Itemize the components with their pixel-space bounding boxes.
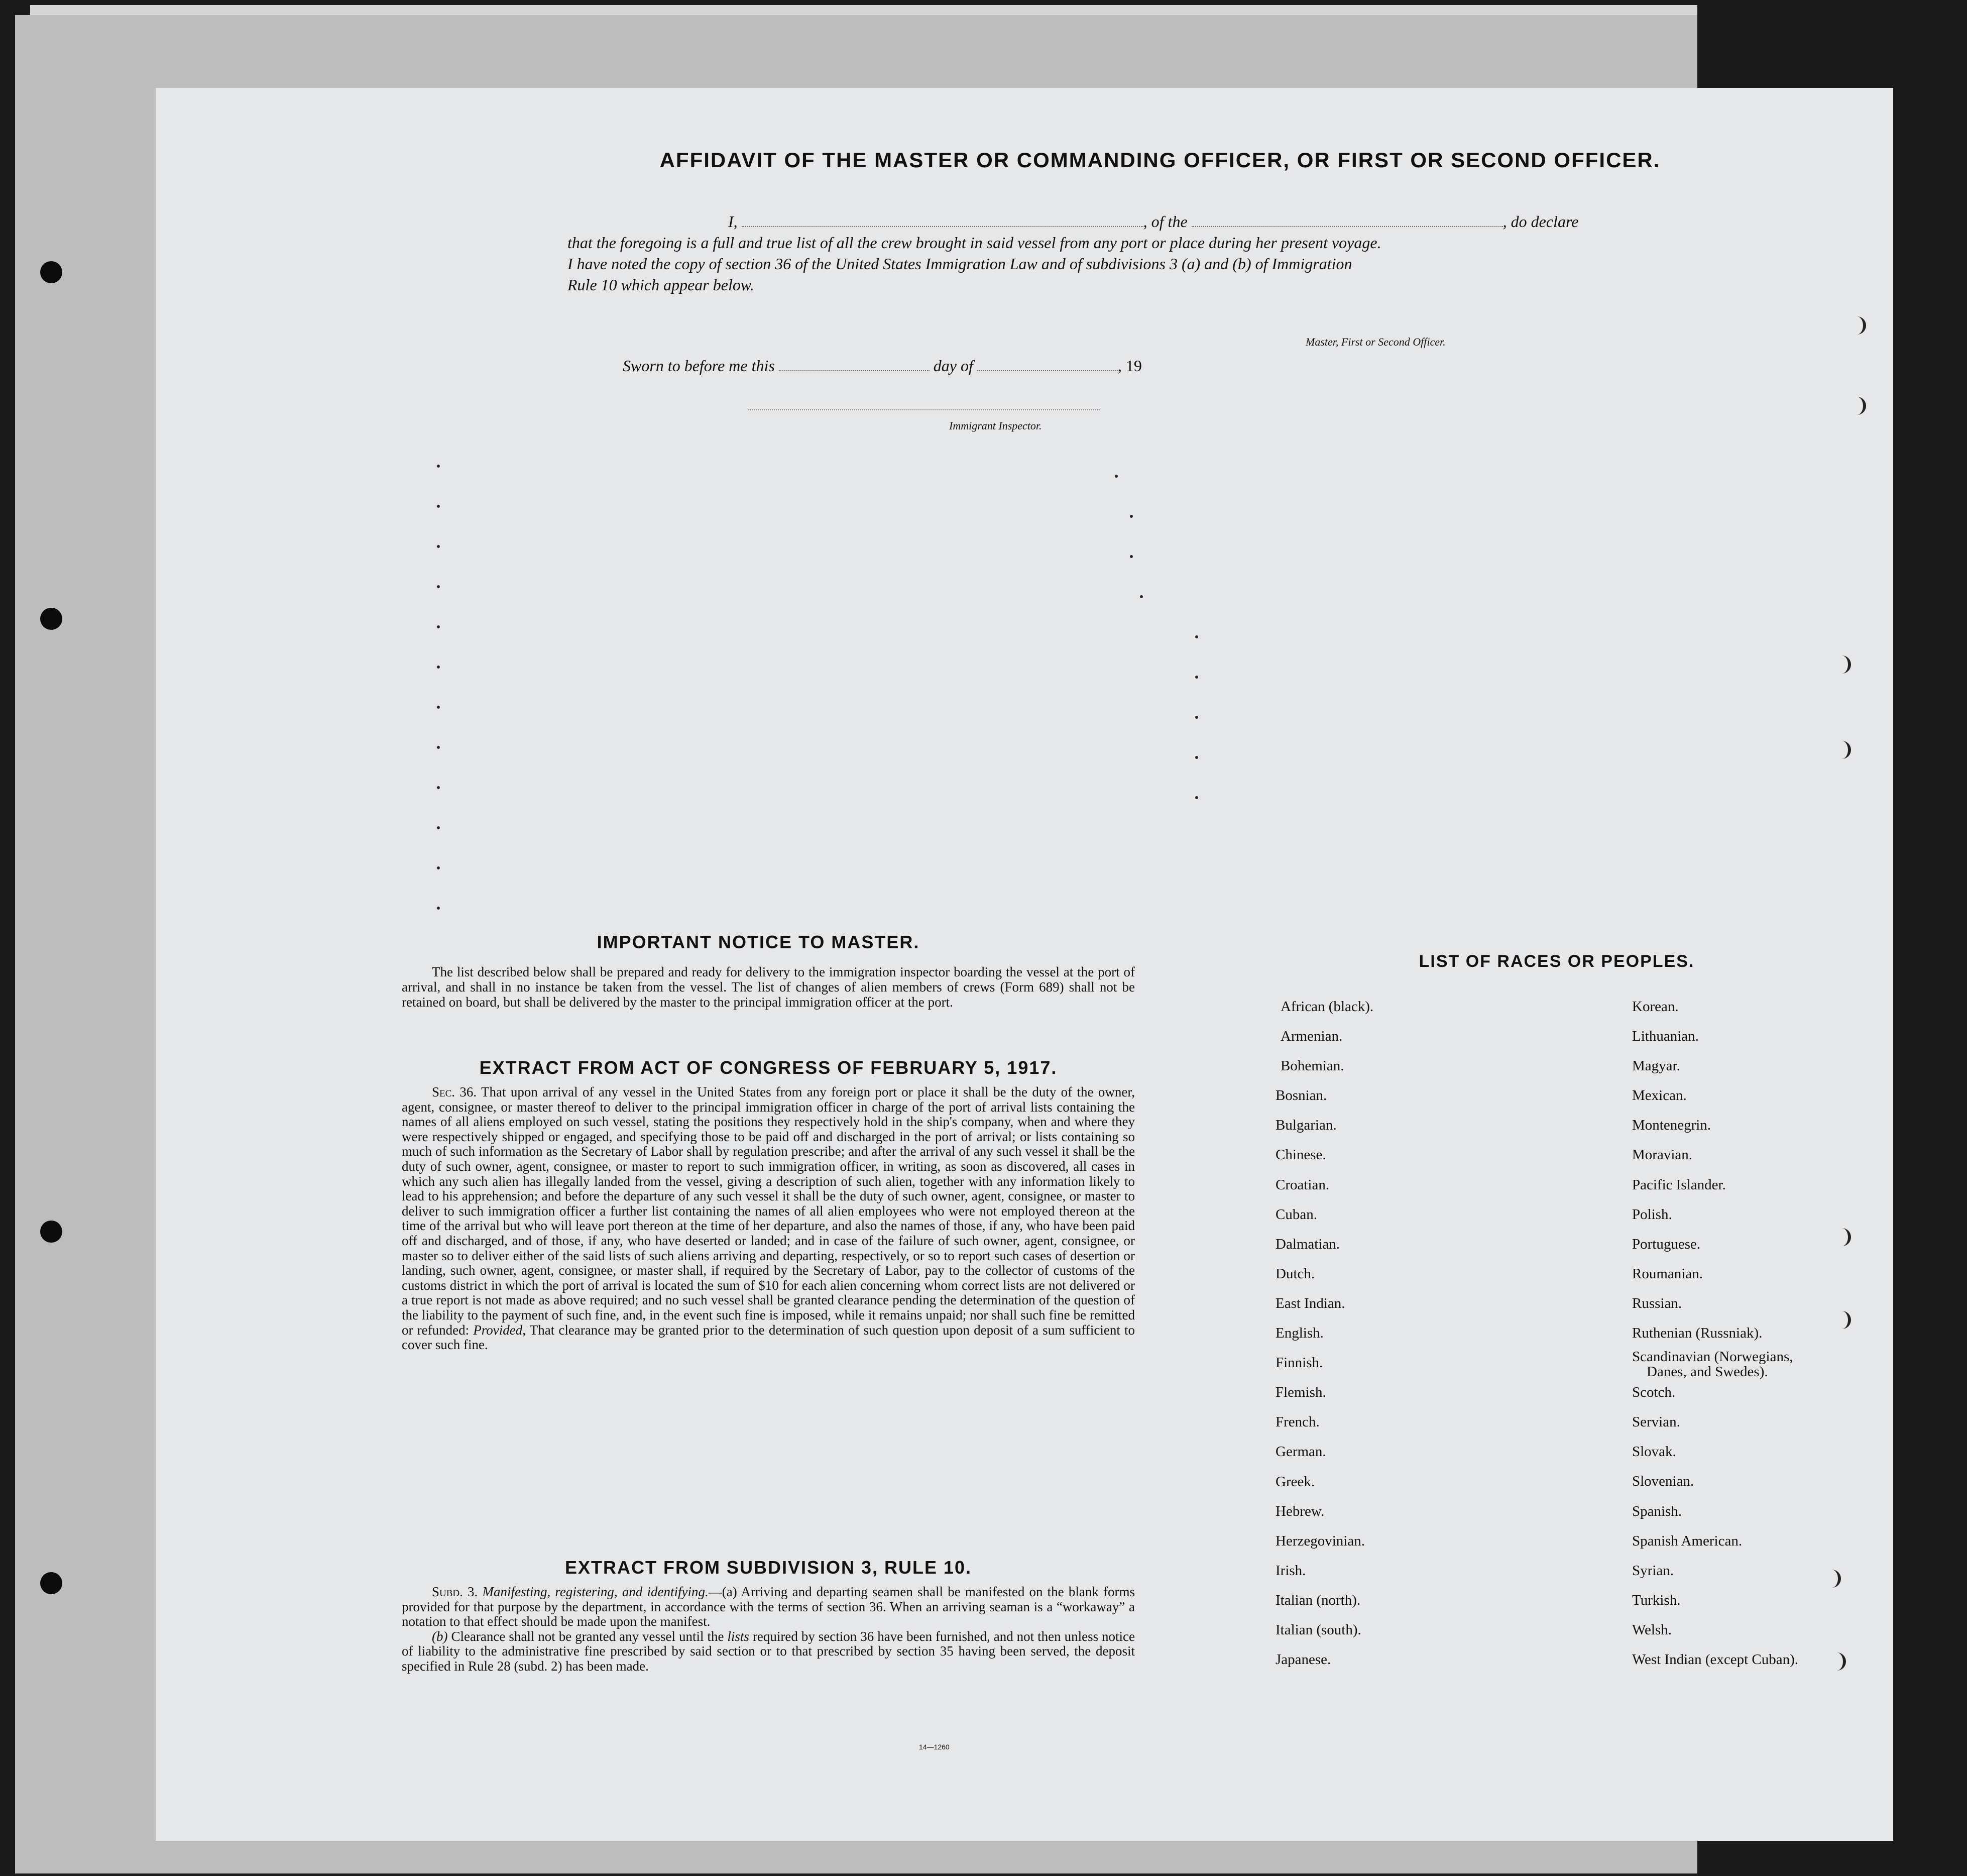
- notice-body: The list described below shall be prepared and ready for delivery to the immigration inspector boarding the vessel at the port of arrival, and shall in no instance be taken from the vessel. The list of changes of alien members of crews (Form 689) shall not be retained on board, but shall be delivered by the master to the principal immigration officer at the port.: [402, 964, 1135, 1010]
- race-item: Montenegrin.: [1632, 1117, 1711, 1134]
- race-item: East Indian.: [1276, 1295, 1345, 1311]
- punch-hole: [1833, 1228, 1851, 1246]
- race-item: Bulgarian.: [1276, 1117, 1337, 1134]
- ghost-mark: [1130, 555, 1133, 558]
- race-item: Roumanian.: [1632, 1265, 1703, 1282]
- binder-hole: [40, 261, 62, 283]
- month-blank: [977, 370, 1118, 371]
- rule-paragraph-b: [402, 1629, 1135, 1674]
- section-text-end: That clearance may be granted prior to the determination of such question upon deposit of a sum sufficient to cover such fine.: [402, 1322, 1135, 1353]
- race-item: Turkish.: [1632, 1592, 1681, 1608]
- affidavit-of-the: , of the: [1143, 212, 1188, 231]
- race-item: Polish.: [1632, 1206, 1672, 1223]
- sworn-text: Sworn to before me this: [623, 357, 775, 375]
- race-item: Irish.: [1276, 1562, 1306, 1579]
- ghost-mark: [1195, 796, 1198, 799]
- section-text: That upon arrival of any vessel in the United States from any foreign port or place it shall be the duty of the owner, agent, consignee, or master thereof to deliver to the principal immigration officer in charge of the port of arrival lists containing the names of all aliens employed on such vessel, stating the positions they respectively hold in the ship's company, when and where they were respectively shipped or engaged, and specifying those to be paid off and discharged in the port of arrival; or lists containing so much of such information as the Secretary of Labor shall by regulation prescribe; and after the arrival of any such vessel it shall be the duty of such owner, agent, consignee, or master to report to such immigration officer, in writing, as soon as discovered, all cases in which any such alien has illegally landed from the vessel, giving a description of such alien, together with any information likely to lead to his apprehension; and before the departure of any such vessel it shall be the duty of such owner, agent, consignee, or master to deliver to such immigration officer a further list containing the names of all alien employees who were not employed thereon at the time of the arrival but who will leave port thereon at the time of her departure, and also the names of those, if any, who have been paid off and discharged, and of those, if any, who have deserted or landed; and in case of the failure of such owner, agent, consignee, or master so to deliver either of the said lists of such aliens arriving and departing, respectively, or so to report such cases of desertion or landing, such owner, agent, consignee, or master shall, if required by the Secretary of Labor, pay to the collector of customs of the customs district in which the port of arrival is located the sum of $10 for each alien concerning whom correct lists are not delivered or a true report is not made as above required; and no such vessel shall be granted clearance pending the determination of the question of the liability to the payment of such fine, and, in the event such fine is imposed, while it remains unpaid; nor shall such fine be remitted or refunded:: [402, 1084, 1135, 1338]
- ghost-mark: [1140, 595, 1143, 598]
- affidavit-line-1: [567, 211, 1692, 232]
- ghost-mark: [437, 465, 440, 468]
- race-item: English.: [1276, 1325, 1324, 1342]
- race-item: Scandinavian (Norwegians, Danes, and Swedes).: [1632, 1349, 1793, 1380]
- act-extract-heading: EXTRACT FROM ACT OF CONGRESS OF FEBRUARY 5, 1917.: [479, 1057, 1058, 1078]
- section-label: Sec. 36.: [432, 1084, 477, 1099]
- race-item: Scotch.: [1632, 1384, 1676, 1401]
- punch-hole: [1823, 1570, 1841, 1588]
- races-right-column: [1471, 992, 1799, 1675]
- race-item: Korean.: [1632, 999, 1679, 1015]
- subd-title: Manifesting, registering, and identifying.: [482, 1584, 709, 1599]
- race-item: Bosnian.: [1276, 1087, 1327, 1104]
- ghost-mark: [437, 706, 440, 709]
- punch-hole: [1833, 741, 1851, 759]
- race-item: Italian (south).: [1276, 1621, 1361, 1638]
- para-a-text: Arriving and departing seamen shall be manifested on the blank forms provided for that purpose by the department, in accordance with the terms of section 36. When an arriving seaman is a “workaway” a notation to that effect should be made upon the manifest.: [402, 1584, 1135, 1629]
- races-heading: LIST OF RACES OR PEOPLES.: [1419, 952, 1695, 971]
- affidavit-line-3: I have noted the copy of section 36 of the United States Immigration Law and of subdivisions 3 (a) and (b) of Immigration: [567, 255, 1352, 273]
- name-blank: [742, 226, 1143, 227]
- binder-hole: [40, 608, 62, 630]
- race-item: African (black).: [1281, 999, 1374, 1015]
- ghost-mark: [1195, 635, 1198, 638]
- rule-extract-heading: EXTRACT FROM SUBDIVISION 3, RULE 10.: [564, 1557, 972, 1578]
- rule-extract-body: [402, 1585, 1135, 1674]
- ghost-mark: [437, 907, 440, 910]
- punch-hole: [1848, 397, 1866, 415]
- binder-hole: [40, 1572, 62, 1594]
- race-item: Herzegovinian.: [1276, 1532, 1365, 1549]
- para-b-text-2: required by section 36 have been furnished, and not then unless notice of liability to the administrative fine prescribed by said section or to that prescribed by section 35 having been served, the deposit specified in Rule 28 (subd. 2) has been made.: [402, 1628, 1135, 1674]
- day-blank: [779, 370, 930, 371]
- race-item: West Indian (except Cuban).: [1632, 1651, 1799, 1668]
- sworn-line: [623, 357, 1142, 375]
- ghost-mark: [1115, 475, 1118, 478]
- race-item: Slovenian.: [1632, 1473, 1694, 1490]
- punch-hole: [1848, 316, 1866, 335]
- race-item: Russian.: [1632, 1295, 1682, 1311]
- race-item: Dutch.: [1276, 1265, 1315, 1282]
- race-item: Ruthenian (Russniak).: [1632, 1325, 1763, 1342]
- ghost-mark: [437, 786, 440, 789]
- race-item: Chinese.: [1276, 1147, 1326, 1163]
- race-item: Italian (north).: [1276, 1592, 1361, 1608]
- para-b-label: (b): [432, 1628, 448, 1644]
- provided-word: Provided,: [473, 1322, 526, 1338]
- affidavit-line-2: that the foregoing is a full and true list of all the crew brought in said vessel from any port or place during her present voyage.: [567, 234, 1381, 252]
- ghost-mark: [437, 545, 440, 548]
- ghost-mark: [1195, 716, 1198, 719]
- race-item: Greek.: [1276, 1473, 1315, 1490]
- punch-hole: [1833, 1311, 1851, 1329]
- race-item: Japanese.: [1276, 1651, 1331, 1668]
- race-item: Dalmatian.: [1276, 1236, 1340, 1252]
- race-item: Flemish.: [1276, 1384, 1326, 1401]
- ghost-mark: [437, 746, 440, 749]
- form-number: 14—1260: [919, 1743, 950, 1751]
- race-item: Moravian.: [1632, 1147, 1692, 1163]
- race-item: Bohemian.: [1281, 1058, 1344, 1074]
- binder-hole: [40, 1221, 62, 1243]
- ghost-mark: [1195, 756, 1198, 759]
- master-signature-caption: Master, First or Second Officer.: [1306, 336, 1446, 348]
- race-item: Cuban.: [1276, 1206, 1317, 1223]
- day-of-text: day of: [933, 357, 973, 375]
- race-item: Syrian.: [1632, 1562, 1674, 1579]
- race-item: Croatian.: [1276, 1176, 1330, 1193]
- inspector-caption: Immigrant Inspector.: [949, 419, 1042, 432]
- ghost-mark: [1195, 676, 1198, 679]
- race-item: Lithuanian.: [1632, 1028, 1699, 1045]
- notice-heading: IMPORTANT NOTICE TO MASTER.: [597, 932, 920, 952]
- race-item: Spanish American.: [1632, 1532, 1743, 1549]
- race-item: Slovak.: [1632, 1444, 1676, 1460]
- ghost-mark: [437, 666, 440, 669]
- page-title: AFFIDAVIT OF THE MASTER OR COMMANDING OFFICER, OR FIRST OR SECOND OFFICER.: [659, 148, 1661, 172]
- race-item: French.: [1276, 1414, 1320, 1430]
- race-item: Portuguese.: [1632, 1236, 1701, 1252]
- race-item: Spanish.: [1632, 1503, 1682, 1519]
- para-a-label: —(a): [708, 1584, 737, 1599]
- race-item: Hebrew.: [1276, 1503, 1325, 1519]
- race-item: Welsh.: [1632, 1621, 1672, 1638]
- race-item: German.: [1276, 1444, 1326, 1460]
- ghost-mark: [437, 625, 440, 628]
- ghost-mark: [437, 585, 440, 588]
- vessel-blank: [1192, 226, 1503, 227]
- punch-hole: [1828, 1652, 1846, 1671]
- subd-label: Subd. 3.: [432, 1584, 478, 1599]
- rule-paragraph-a: [402, 1585, 1135, 1629]
- race-item: Pacific Islander.: [1632, 1176, 1726, 1193]
- ghost-mark: [437, 866, 440, 869]
- affidavit-i: I,: [728, 212, 738, 231]
- affidavit-do-declare: , do declare: [1502, 212, 1579, 231]
- ghost-mark: [1130, 515, 1133, 518]
- affidavit-page: [156, 88, 1893, 1841]
- para-b-lists: lists: [727, 1628, 749, 1644]
- race-item: Armenian.: [1281, 1028, 1343, 1045]
- punch-hole: [1833, 655, 1851, 674]
- affidavit-statement: [567, 211, 1692, 295]
- act-extract-body: [402, 1085, 1135, 1353]
- inspector-signature-line: [748, 409, 1100, 410]
- race-item: Mexican.: [1632, 1087, 1687, 1104]
- race-item: Finnish.: [1276, 1355, 1323, 1371]
- para-b-text-1: Clearance shall not be granted any vessel until the: [451, 1628, 724, 1644]
- race-item: Servian.: [1632, 1414, 1680, 1430]
- affidavit-line-4: Rule 10 which appear below.: [567, 276, 754, 294]
- ghost-mark: [437, 505, 440, 508]
- ghost-mark: [437, 826, 440, 829]
- race-item: Magyar.: [1632, 1058, 1680, 1074]
- year-text: , 19: [1117, 357, 1142, 375]
